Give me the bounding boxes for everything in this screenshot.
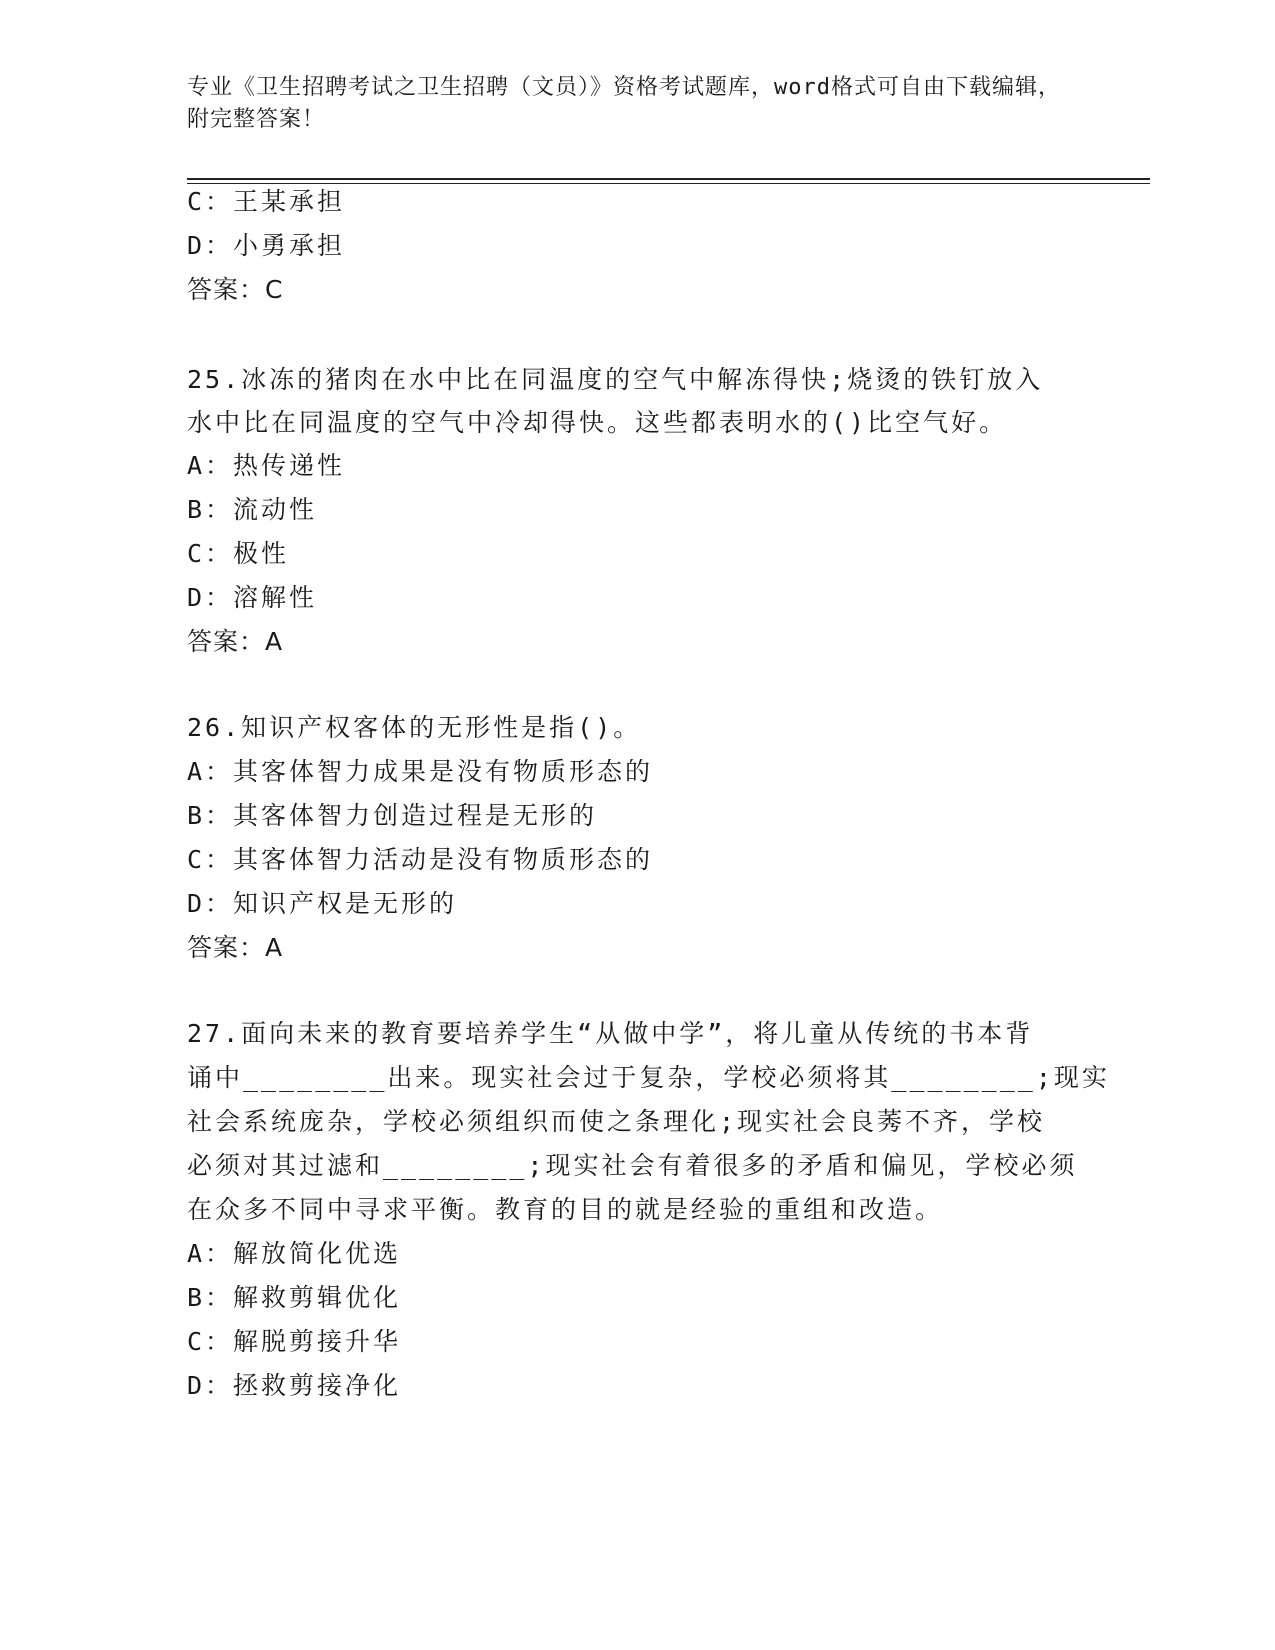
q25-option-d: D：溶解性 [187,583,318,612]
prev-answer: 答案：C [187,275,284,304]
q27-stem-line1: 27.面向未来的教育要培养学生“从做中学”，将儿童从传统的书本背 [187,1019,1034,1048]
q25-stem-line1: 25.冰冻的猪肉在水中比在同温度的空气中解冻得快;烧烫的铁钉放入 [187,365,1044,394]
q25-option-b: B：流动性 [187,495,318,524]
prev-option-c: C：王某承担 [187,187,346,216]
q26-option-a: A：其客体智力成果是没有物质形态的 [187,757,654,786]
q27-stem-line3: 社会系统庞杂，学校必须组织而使之条理化;现实社会良莠不齐，学校 [187,1107,1046,1136]
q27-option-d: D：拯救剪接净化 [187,1371,402,1400]
q25-answer: 答案：A [187,627,284,656]
document-header: 专业《卫生招聘考试之卫生招聘（文员）》资格考试题库，word格式可自由下载编辑，附完整答案！ [187,75,1061,132]
q26-option-c: C：其客体智力活动是没有物质形态的 [187,845,654,874]
q27-stem-line5: 在众多不同中寻求平衡。教育的目的就是经验的重组和改造。 [187,1195,944,1224]
q26-answer: 答案：A [187,933,284,962]
header-rule-thick [187,178,1150,180]
q27-option-b: B：解救剪辑优化 [187,1283,402,1312]
q25-option-a: A：热传递性 [187,451,346,480]
q25-option-c: C：极性 [187,539,290,568]
q25-stem-line2: 水中比在同温度的空气中冷却得快。这些都表明水的()比空气好。 [187,408,1008,437]
prev-option-d: D：小勇承担 [187,231,346,260]
q27-option-c: C：解脱剪接升华 [187,1327,402,1356]
q27-stem-line4: 必须对其过滤和________;现实社会有着很多的矛盾和偏见，学校必须 [187,1151,1078,1180]
q26-stem: 26.知识产权客体的无形性是指()。 [187,713,642,742]
q27-stem-line2: 诵中________出来。现实社会过于复杂，学校必须将其________;现实 [187,1063,1110,1092]
q26-option-d: D：知识产权是无形的 [187,889,458,918]
q26-option-b: B：其客体智力创造过程是无形的 [187,801,598,830]
q27-option-a: A：解放简化优选 [187,1239,402,1268]
